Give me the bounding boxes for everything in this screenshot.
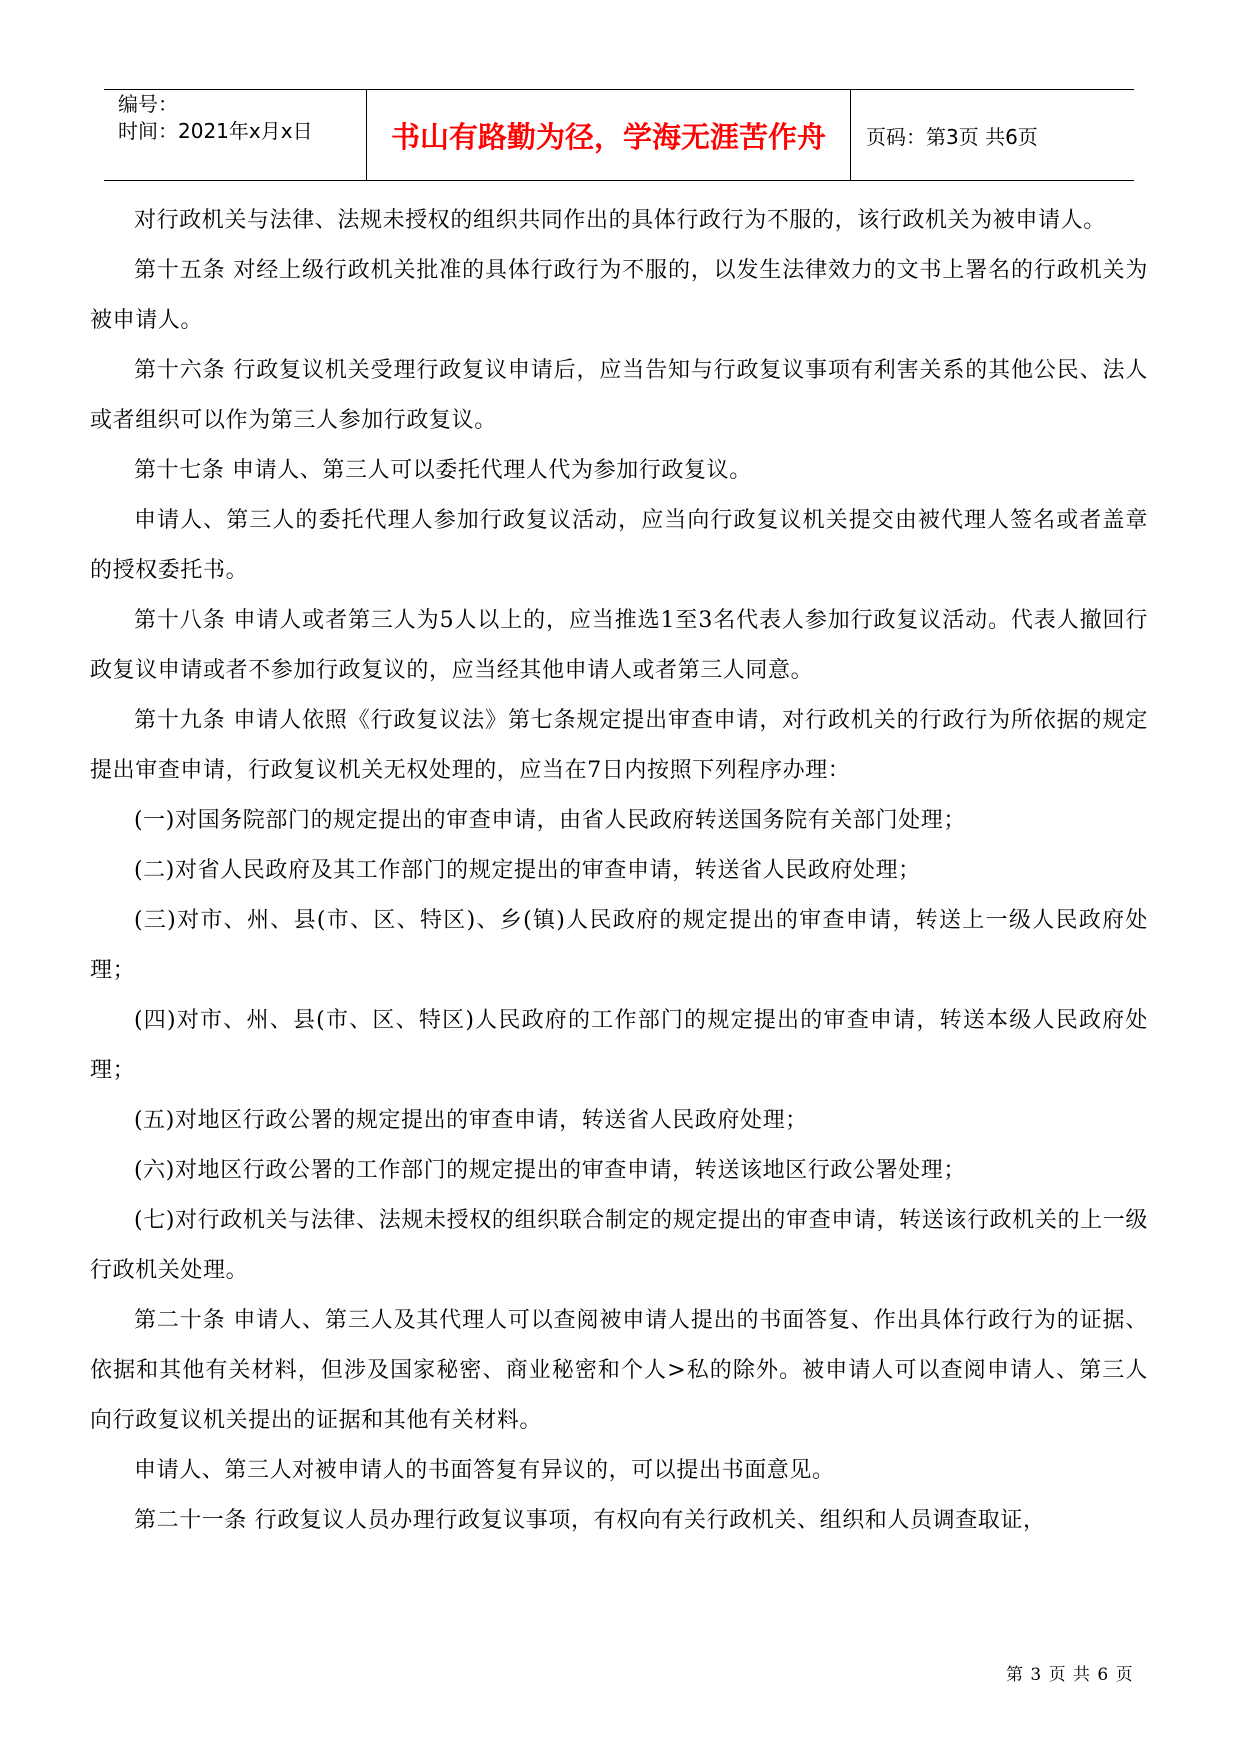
list-item: (二)对省人民政府及其工作部门的规定提出的审查申请，转送省人民政府处理； <box>134 858 921 883</box>
header-page-info: 页码：第3页 共6页 <box>866 124 1038 149</box>
list-item: (七)对行政机关与法律、法规未授权的组织联合制定的规定提出的审查申请，转送该行政机关的上一级行政机关处理。 <box>90 1208 1148 1283</box>
paragraph: 第十六条 行政复议机关受理行政复议申请后，应当告知与行政复议事项有利害关系的其他公民、法人或者组织可以作为第三人参加行政复议。 <box>90 358 1148 433</box>
header-slogan: 书山有路勤为径，学海无涯苦作舟 <box>390 119 826 154</box>
list-item: (六)对地区行政公署的工作部门的规定提出的审查申请，转送该地区行政公署处理； <box>134 1158 966 1183</box>
paragraph: 第十五条 对经上级行政机关批准的具体行政行为不服的，以发生法律效力的文书上署名的行政机关为被申请人。 <box>90 258 1148 333</box>
list-item: (五)对地区行政公署的规定提出的审查申请，转送省人民政府处理； <box>134 1108 808 1133</box>
document-body <box>90 196 1148 1546</box>
paragraph: 第十九条 申请人依照《行政复议法》第七条规定提出审查申请，对行政机关的行政行为所依据的规定提出审查申请，行政复议机关无权处理的，应当在7日内按照下列程序办理： <box>90 708 1148 783</box>
page-header <box>104 89 1134 181</box>
list-item: (三)对市、州、县(市、区、特区)、乡(镇)人民政府的规定提出的审查申请，转送上一级人民政府处理； <box>90 908 1148 983</box>
paragraph: 对行政机关与法律、法规未授权的组织共同作出的具体行政行为不服的，该行政机关为被申请人。 <box>134 208 1106 233</box>
page-footer: 第 3 页 共 6 页 <box>1006 1665 1134 1685</box>
document-time: 时间：2021年x月x日 <box>118 119 313 143</box>
paragraph: 第二十一条 行政复议人员办理行政复议事项，有权向有关行政机关、组织和人员调查取证， <box>134 1508 1046 1533</box>
paragraph: 第十八条 申请人或者第三人为5人以上的，应当推选1至3名代表人参加行政复议活动。代表人撤回行政复议申请或者不参加行政复议的，应当经其他申请人或者第三人同意。 <box>90 608 1148 683</box>
header-meta <box>104 90 366 180</box>
document-number-label: 编号： <box>118 92 178 116</box>
list-item: (四)对市、州、县(市、区、特区)人民政府的工作部门的规定提出的审查申请，转送本级人民政府处理； <box>90 1008 1148 1083</box>
paragraph: 申请人、第三人的委托代理人参加行政复议活动，应当向行政复议机关提交由被代理人签名或者盖章的授权委托书。 <box>90 508 1148 583</box>
paragraph: 申请人、第三人对被申请人的书面答复有异议的，可以提出书面意见。 <box>134 1458 835 1483</box>
paragraph: 第十七条 申请人、第三人可以委托代理人代为参加行政复议。 <box>134 458 752 483</box>
paragraph: 第二十条 申请人、第三人及其代理人可以查阅被申请人提出的书面答复、作出具体行政行为的证据、依据和其他有关材料，但涉及国家秘密、商业秘密和个人>私的除外。被申请人可以查阅申请人、第三人向行政复议机关提出的证据和其他有关材料。 <box>90 1308 1148 1433</box>
list-item: (一)对国务院部门的规定提出的审查申请，由省人民政府转送国务院有关部门处理； <box>134 808 966 833</box>
header-divider-right <box>850 90 851 180</box>
